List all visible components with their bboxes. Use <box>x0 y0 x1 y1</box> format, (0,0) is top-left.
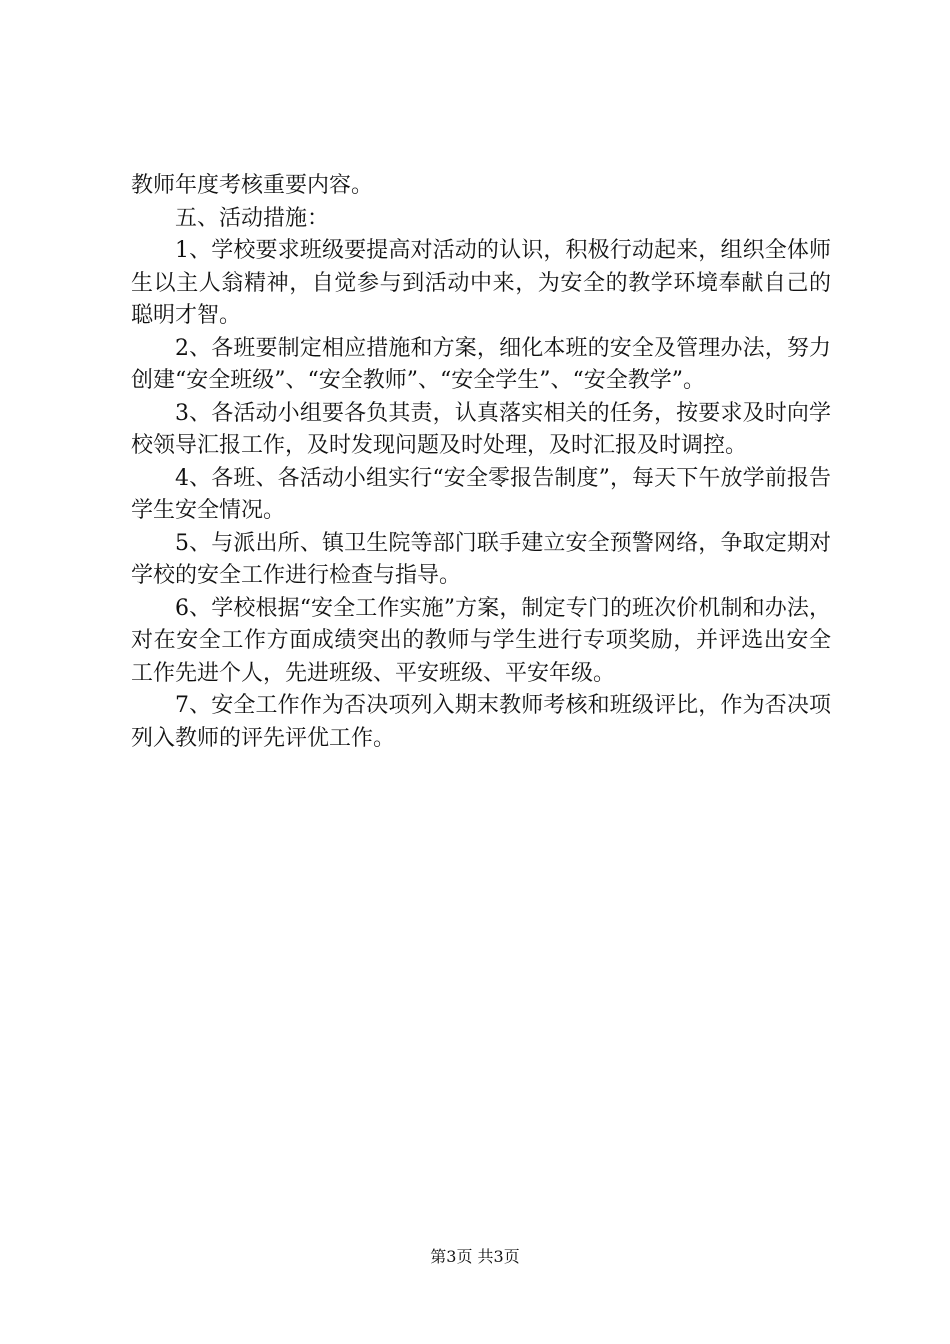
paragraph-measure-4: 4、各班、各活动小组实行“安全零报告制度”，每天下午放学前报告学生安全情况。 <box>131 465 831 523</box>
paragraph-measure-6: 6、学校根据“安全工作实施”方案，制定专门的班次价机制和办法，对在安全工作方面成绩突出的教师与学生进行专项奖励，并评选出安全工作先进个人，先进班级、平安班级、平安年级。 <box>131 595 831 686</box>
paragraph-continuation: 教师年度考核重要内容。 <box>131 173 374 198</box>
paragraph-measure-5: 5、与派出所、镇卫生院等部门联手建立安全预警网络，争取定期对学校的安全工作进行检查与指导。 <box>131 530 831 588</box>
paragraph-measure-2: 2、各班要制定相应措施和方案，细化本班的安全及管理办法，努力创建“安全班级”、“安全教师”、“安全学生”、“安全教学”。 <box>131 335 831 393</box>
paragraph-measure-7: 7、安全工作作为否决项列入期末教师考核和班级评比，作为否决项列入教师的评先评优工作。 <box>131 693 831 751</box>
paragraph-measure-3: 3、各活动小组要各负其责，认真落实相关的任务，按要求及时向学校领导汇报工作，及时发现问题及时处理，及时汇报及时调控。 <box>131 400 831 458</box>
paragraph-measure-1: 1、学校要求班级要提高对活动的认识，积极行动起来，组织全体师生以主人翁精神，自觉参与到活动中来，为安全的教学环境奉献自己的聪明才智。 <box>131 238 831 328</box>
document-body <box>131 170 831 755</box>
page-footer: 第3页 共3页 <box>430 1247 520 1266</box>
section-heading-measures: 五、活动措施： <box>175 205 330 231</box>
